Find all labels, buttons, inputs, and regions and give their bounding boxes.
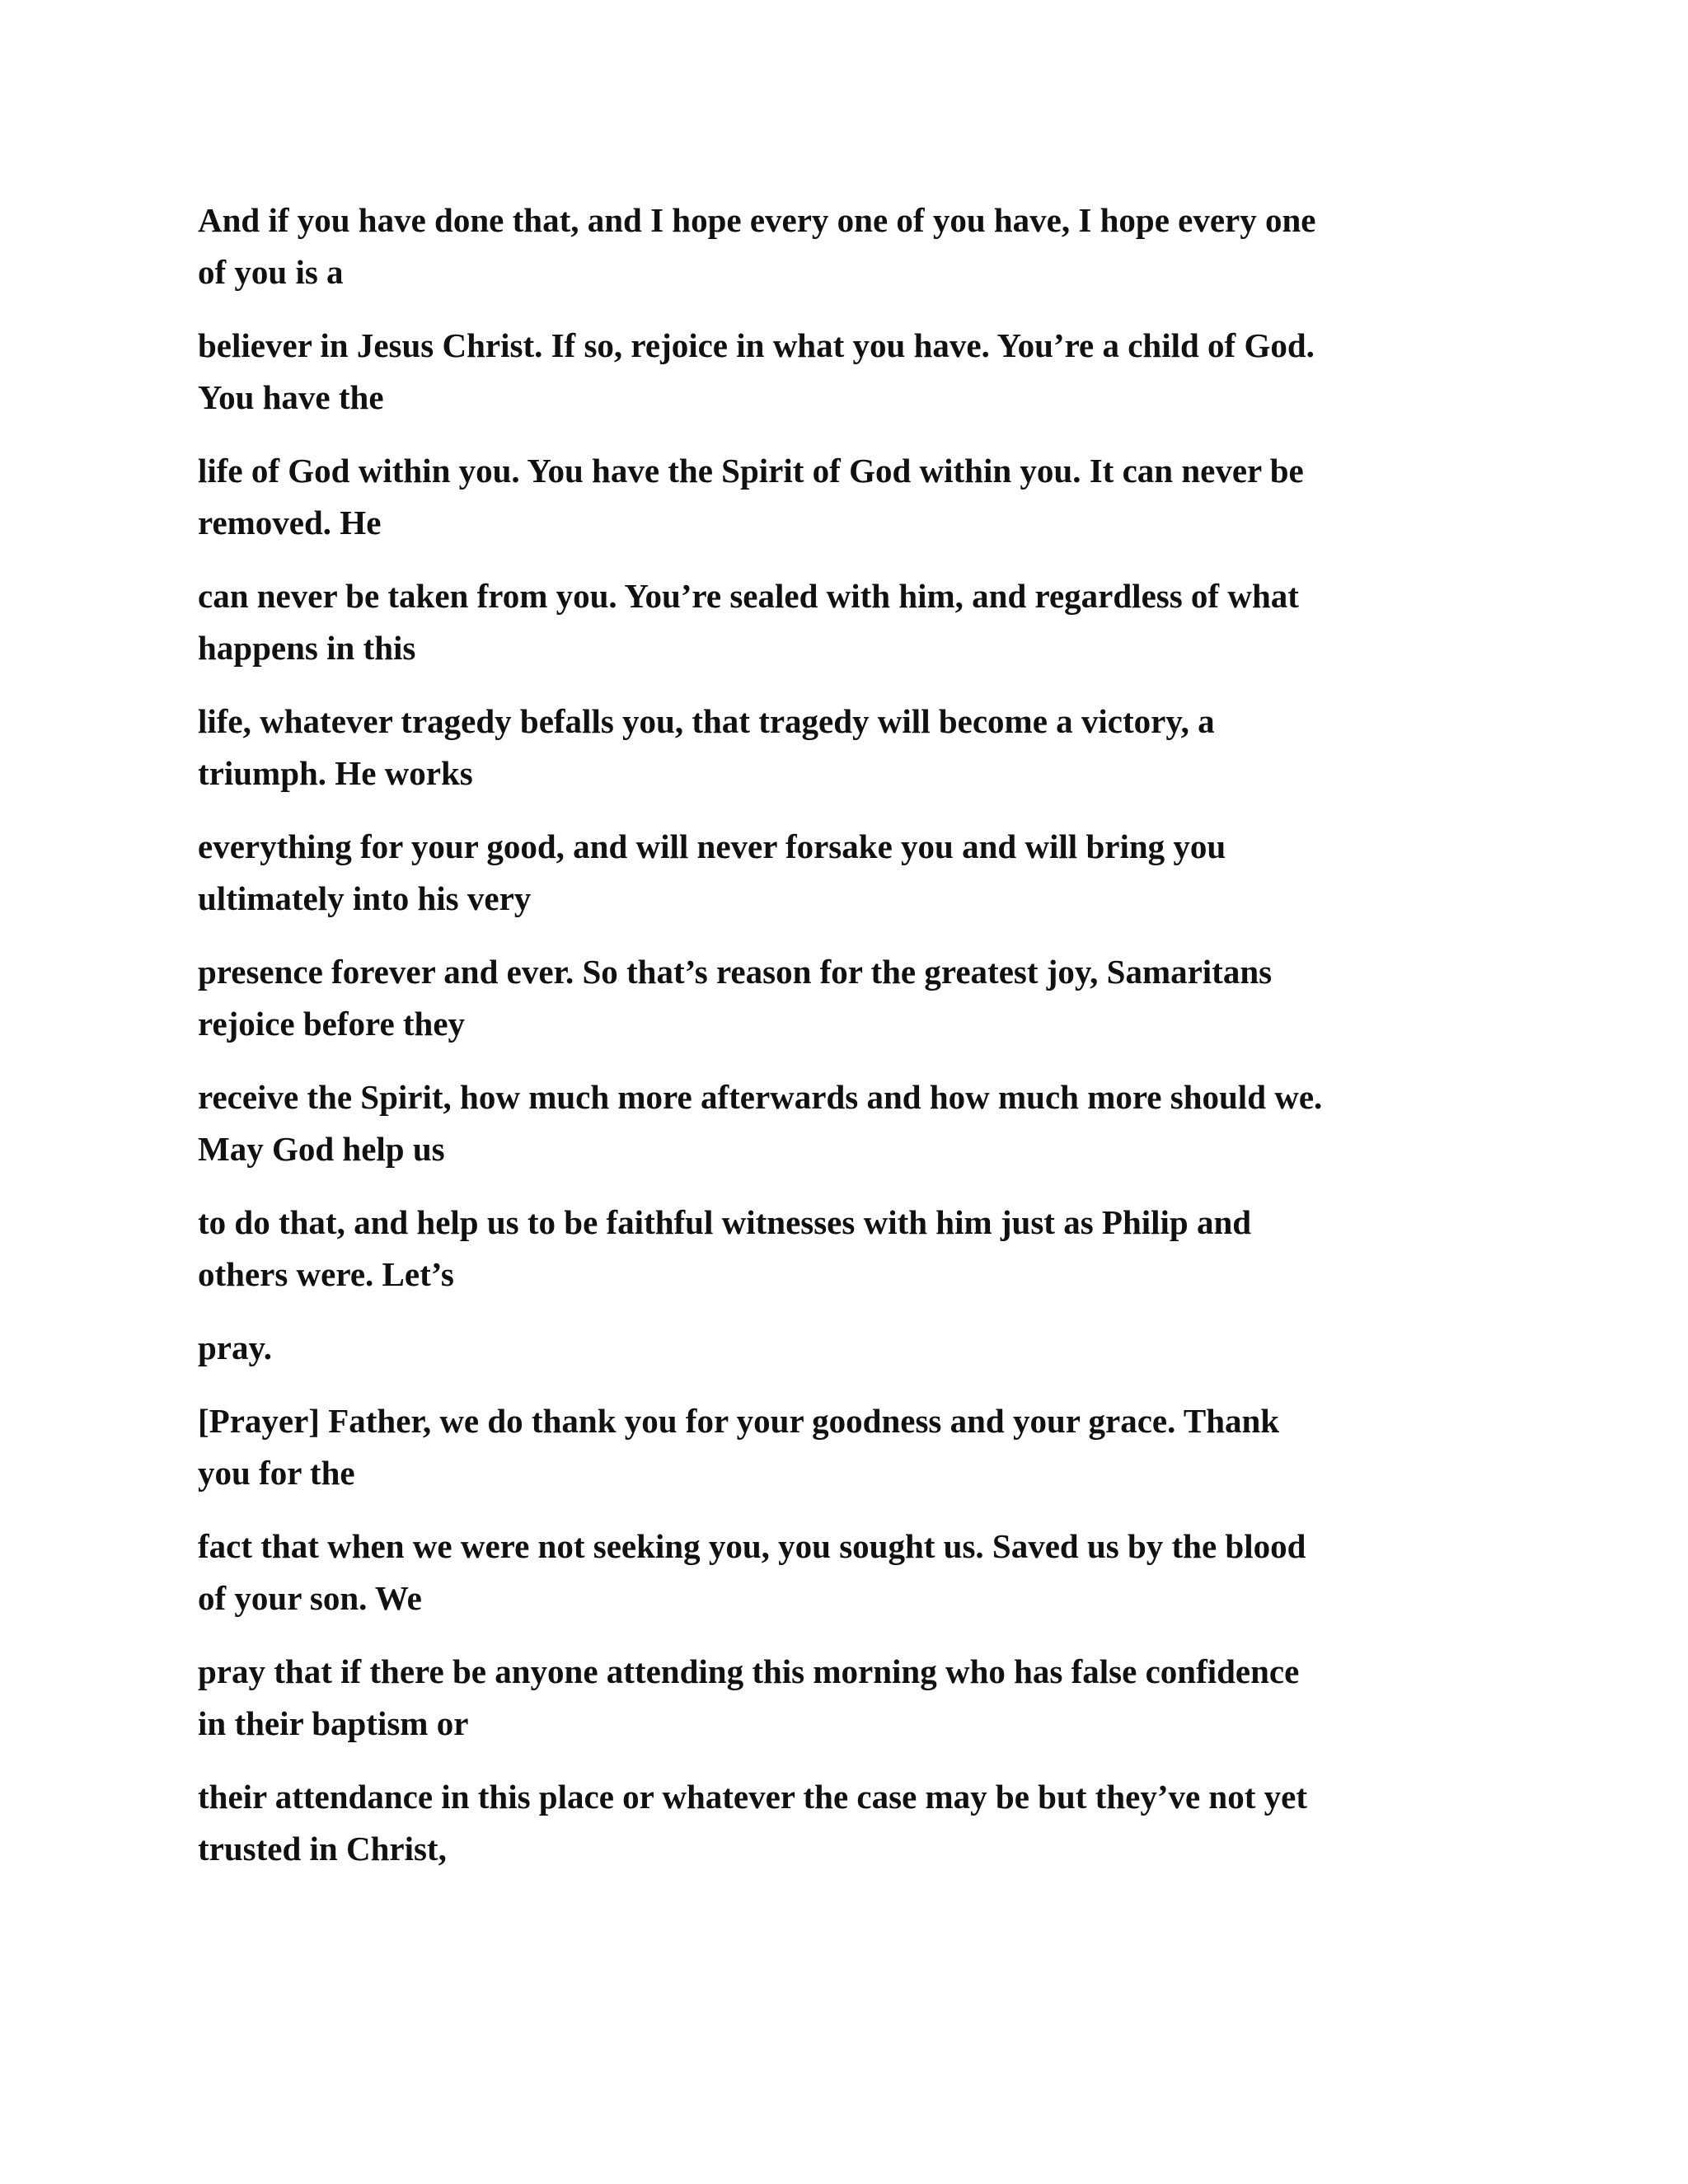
text-line: fact that when we were not seeking you, you sought us. Saved us by the blood (198, 1527, 1306, 1565)
paragraph (198, 320, 1484, 424)
text-line: pray. (198, 1329, 272, 1366)
text-line: removed. He (198, 504, 382, 541)
paragraph (198, 570, 1484, 674)
paragraph (198, 1322, 1484, 1374)
paragraph (198, 1521, 1484, 1624)
text-line: triumph. He works (198, 754, 473, 792)
paragraph (198, 1646, 1484, 1750)
text-line: others were. Let’s (198, 1255, 454, 1293)
text-line: pray that if there be anyone attending this morning who has false confidence (198, 1652, 1300, 1690)
text-line: You have the (198, 378, 384, 416)
paragraph (198, 1071, 1484, 1175)
text-line: everything for your good, and will never forsake you and will bring you (198, 827, 1226, 865)
paragraph (198, 946, 1484, 1050)
text-line: receive the Spirit, how much more afterwards and how much more should we. (198, 1078, 1323, 1116)
text-line: trusted in Christ, (198, 1830, 447, 1868)
paragraph (198, 1197, 1484, 1301)
text-line: life, whatever tragedy befalls you, that tragedy will become a victory, a (198, 702, 1215, 740)
text-line: of you is a (198, 253, 344, 291)
text-line: to do that, and help us to be faithful witnesses with him just as Philip and (198, 1203, 1252, 1241)
paragraph (198, 1771, 1484, 1875)
text-line: [Prayer] Father, we do thank you for your goodness and your grace. Thank (198, 1402, 1280, 1440)
paragraph (198, 194, 1484, 298)
text-line: rejoice before they (198, 1005, 466, 1043)
paragraph (198, 1395, 1484, 1499)
text-line: of your son. We (198, 1579, 422, 1617)
text-line: life of God within you. You have the Spirit of God within you. It can never be (198, 452, 1304, 490)
paragraph (198, 821, 1484, 925)
text-line: you for the (198, 1454, 355, 1492)
text-line: can never be taken from you. You’re sealed with him, and regardless of what (198, 577, 1299, 615)
text-line: ultimately into his very (198, 879, 532, 917)
text-line: believer in Jesus Christ. If so, rejoice in what you have. You’re a child of God. (198, 326, 1315, 364)
text-line: presence forever and ever. So that’s reason for the greatest joy, Samaritans (198, 953, 1273, 991)
text-line: their attendance in this place or whatever the case may be but they’ve not yet (198, 1778, 1307, 1816)
document-body (198, 194, 1484, 1896)
paragraph (198, 445, 1484, 549)
text-line: happens in this (198, 629, 416, 667)
text-line: May God help us (198, 1130, 445, 1168)
text-line: And if you have done that, and I hope every one of you have, I hope every one (198, 201, 1316, 239)
paragraph (198, 696, 1484, 799)
text-line: in their baptism or (198, 1704, 469, 1742)
